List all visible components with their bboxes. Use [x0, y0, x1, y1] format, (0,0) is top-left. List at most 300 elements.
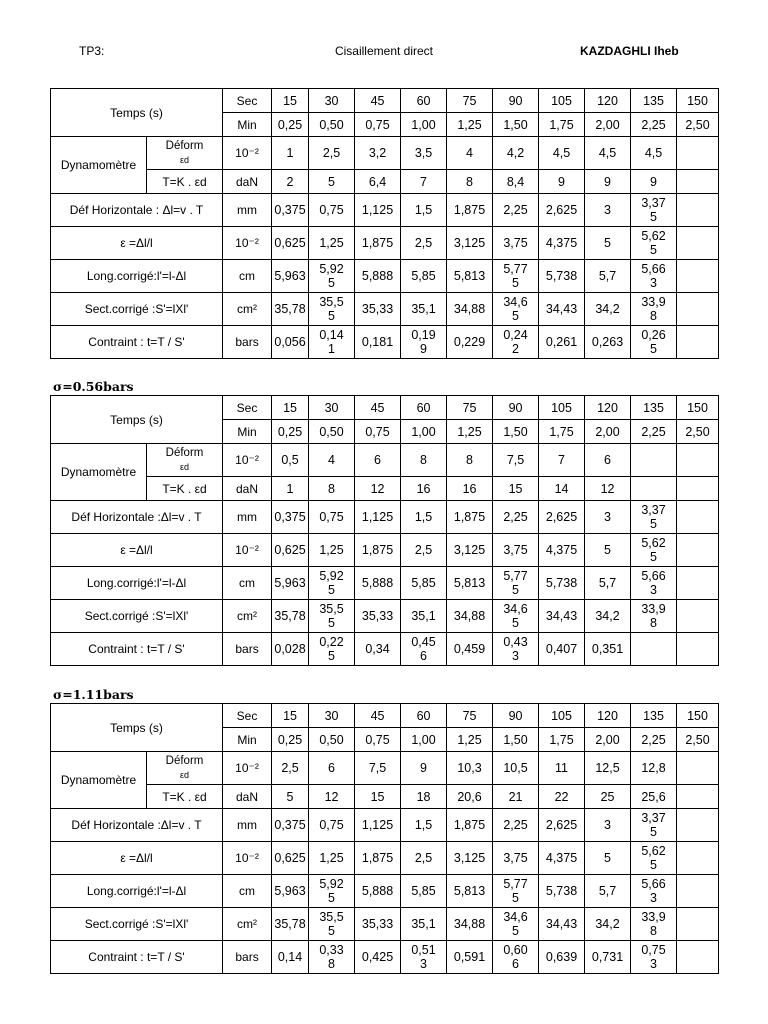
value-cell: 0,375 [272, 194, 309, 227]
value-cell: 4,5 [631, 137, 677, 170]
horizontal-displacement-row [51, 194, 719, 227]
value-line-1: 5,66 [641, 569, 666, 583]
value-cell [677, 785, 719, 809]
value-cell: 1,00 [401, 113, 447, 137]
value-cell: 2,00 [585, 113, 631, 137]
corrected-length-row [51, 875, 719, 908]
value-line-2: 5 [650, 243, 657, 257]
value-cell: 0,459 [447, 633, 493, 666]
strain-row [51, 534, 719, 567]
unit-cell: Min [223, 113, 272, 137]
unit-cell: bars [223, 326, 272, 359]
row-label: Temps (s) [51, 396, 223, 444]
value-line-1: 33,9 [641, 295, 666, 309]
value-cell [631, 444, 677, 477]
value-line-1: 5,62 [641, 229, 666, 243]
value-cell: 2,00 [585, 728, 631, 752]
value-cell [493, 875, 539, 908]
value-cell [309, 293, 355, 326]
value-cell: 105 [539, 396, 585, 420]
unit-cell: Sec [223, 396, 272, 420]
force-row [51, 785, 719, 809]
value-cell: 12 [355, 477, 401, 501]
deformation-symbol: εd [179, 770, 190, 780]
row-label: Dynamomètre [51, 137, 147, 194]
value-cell: 3,2 [355, 137, 401, 170]
value-cell: 120 [585, 396, 631, 420]
value-cell: 1,875 [355, 227, 401, 260]
value-cell: 1,875 [447, 809, 493, 842]
unit-cell: 10⁻² [223, 227, 272, 260]
deformation-sublabel [147, 752, 223, 785]
value-cell: 1,875 [355, 534, 401, 567]
stress-row [51, 941, 719, 974]
value-cell: 15 [272, 396, 309, 420]
value-cell [677, 809, 719, 842]
value-line-2: 3 [650, 583, 657, 597]
value-cell: 105 [539, 89, 585, 113]
horizontal-displacement-row [51, 809, 719, 842]
value-cell: 60 [401, 89, 447, 113]
value-cell [631, 842, 677, 875]
value-cell: 22 [539, 785, 585, 809]
value-cell [631, 908, 677, 941]
value-cell: 5,963 [272, 260, 309, 293]
value-line-1: 0,51 [411, 943, 436, 957]
value-cell: 4,5 [539, 137, 585, 170]
confining-stress-label: σ=0.56bars [53, 379, 134, 394]
value-line-2: 5 [512, 616, 519, 630]
value-cell: 1,125 [355, 194, 401, 227]
deformation-symbol: εd [179, 462, 190, 472]
value-cell [493, 941, 539, 974]
value-cell: 5,963 [272, 875, 309, 908]
value-cell: 60 [401, 396, 447, 420]
value-line-1: 33,9 [641, 910, 666, 924]
value-cell: 45 [355, 396, 401, 420]
unit-cell: cm² [223, 293, 272, 326]
value-line-2: 5 [512, 891, 519, 905]
value-cell: 5,7 [585, 260, 631, 293]
unit-cell: mm [223, 501, 272, 534]
value-cell [309, 908, 355, 941]
value-cell: 2 [272, 170, 309, 194]
value-cell [677, 444, 719, 477]
value-cell: 2,25 [631, 728, 677, 752]
value-cell: 45 [355, 704, 401, 728]
value-cell: 4,375 [539, 534, 585, 567]
value-cell: 0,229 [447, 326, 493, 359]
value-cell: 16 [401, 477, 447, 501]
value-cell: 2,50 [677, 420, 719, 444]
value-cell: 150 [677, 704, 719, 728]
value-cell: 35,1 [401, 293, 447, 326]
value-cell: 5,963 [272, 567, 309, 600]
value-cell: 135 [631, 396, 677, 420]
value-cell: 8 [447, 444, 493, 477]
value-cell: 34,2 [585, 293, 631, 326]
corrected-section-row [51, 600, 719, 633]
value-cell: 1,875 [355, 842, 401, 875]
value-cell [309, 326, 355, 359]
value-line-2: 5 [328, 276, 335, 290]
value-line-2: 5 [650, 517, 657, 531]
value-cell [493, 600, 539, 633]
value-cell: 8,4 [493, 170, 539, 194]
value-cell: 105 [539, 704, 585, 728]
value-cell: 0,591 [447, 941, 493, 974]
value-cell: 5,813 [447, 260, 493, 293]
value-cell: 6 [585, 444, 631, 477]
value-cell: 2,25 [631, 420, 677, 444]
value-cell: 15 [355, 785, 401, 809]
value-cell: 1,25 [309, 227, 355, 260]
value-cell: 5,888 [355, 260, 401, 293]
deformation-row [51, 137, 719, 170]
value-cell: 2,25 [493, 194, 539, 227]
horizontal-displacement-row [51, 501, 719, 534]
strain-row [51, 842, 719, 875]
value-cell: 12,5 [585, 752, 631, 785]
value-cell [309, 260, 355, 293]
value-cell: 14 [539, 477, 585, 501]
value-line-1: 5,77 [503, 262, 528, 276]
value-cell: 3,125 [447, 534, 493, 567]
value-cell: 16 [447, 477, 493, 501]
value-line-1: 0,75 [641, 943, 666, 957]
value-cell: 1,25 [309, 842, 355, 875]
value-line-1: 34,6 [503, 602, 528, 616]
row-label: Contraint : t=T / S' [51, 941, 223, 974]
value-cell: 30 [309, 704, 355, 728]
value-cell: 4 [447, 137, 493, 170]
value-cell: 1,5 [401, 501, 447, 534]
row-label: Dynamomètre [51, 752, 147, 809]
value-cell: 2,625 [539, 501, 585, 534]
value-line-1: 5,66 [641, 877, 666, 891]
unit-cell: 10⁻² [223, 137, 272, 170]
unit-cell: daN [223, 170, 272, 194]
value-cell: 15 [272, 704, 309, 728]
value-cell: 35,33 [355, 908, 401, 941]
deformation-sublabel [147, 137, 223, 170]
value-cell: 0,14 [272, 941, 309, 974]
value-cell: 2,625 [539, 809, 585, 842]
unit-cell: 10⁻² [223, 534, 272, 567]
value-cell: 2,5 [401, 842, 447, 875]
value-cell [677, 908, 719, 941]
value-cell: 35,33 [355, 293, 401, 326]
value-cell: 3 [585, 194, 631, 227]
unit-cell: cm [223, 875, 272, 908]
value-line-2: 5 [650, 858, 657, 872]
unit-cell: bars [223, 941, 272, 974]
value-cell: 5,813 [447, 567, 493, 600]
value-cell: 5,738 [539, 567, 585, 600]
value-line-2: 3 [650, 891, 657, 905]
value-cell: 9 [585, 170, 631, 194]
value-cell: 135 [631, 89, 677, 113]
value-line-2: 5 [328, 891, 335, 905]
value-cell: 5,738 [539, 875, 585, 908]
value-cell: 35,33 [355, 600, 401, 633]
value-line-1: 33,9 [641, 602, 666, 616]
unit-cell: Min [223, 420, 272, 444]
strain-row [51, 227, 719, 260]
value-cell: 2,5 [401, 534, 447, 567]
value-cell: 35,78 [272, 908, 309, 941]
value-cell: 90 [493, 89, 539, 113]
author-name: KAZDAGHLI Iheb [580, 44, 679, 58]
value-cell [631, 194, 677, 227]
shear-test-table [50, 88, 719, 359]
value-line-1: 0,43 [503, 635, 528, 649]
value-line-2: 5 [328, 649, 335, 663]
value-cell: 2,5 [309, 137, 355, 170]
force-sublabel: T=K . εd [147, 785, 223, 809]
value-cell [401, 941, 447, 974]
corrected-section-row [51, 293, 719, 326]
value-cell: 5,888 [355, 875, 401, 908]
value-cell: 0,181 [355, 326, 401, 359]
row-label: Sect.corrigé :S'=lXl' [51, 293, 223, 326]
value-line-1: 0,14 [319, 328, 344, 342]
value-cell [677, 567, 719, 600]
unit-cell: cm [223, 260, 272, 293]
value-line-2: 3 [650, 957, 657, 971]
deformation-label: Déform [165, 755, 204, 767]
value-cell: 0,75 [309, 809, 355, 842]
value-line-1: 0,19 [411, 328, 436, 342]
value-line-2: 5 [328, 616, 335, 630]
value-cell: 35,1 [401, 600, 447, 633]
value-cell: 1,875 [447, 501, 493, 534]
value-cell: 0,375 [272, 501, 309, 534]
value-cell: 4,375 [539, 227, 585, 260]
value-cell [309, 941, 355, 974]
value-line-1: 5,62 [641, 844, 666, 858]
value-cell: 0,75 [355, 113, 401, 137]
value-cell: 1 [272, 477, 309, 501]
value-cell: 25 [585, 785, 631, 809]
value-cell [677, 842, 719, 875]
value-cell: 15 [493, 477, 539, 501]
unit-cell: mm [223, 809, 272, 842]
value-cell [493, 260, 539, 293]
value-cell: 3,125 [447, 227, 493, 260]
value-cell [631, 600, 677, 633]
value-cell [631, 227, 677, 260]
value-cell: 3 [585, 501, 631, 534]
value-cell: 12 [585, 477, 631, 501]
value-cell: 1,875 [447, 194, 493, 227]
value-cell: 3,125 [447, 842, 493, 875]
value-cell [309, 875, 355, 908]
value-cell: 2,5 [272, 752, 309, 785]
value-cell [631, 875, 677, 908]
deformation-symbol: εd [179, 155, 190, 165]
value-cell: 2,00 [585, 420, 631, 444]
value-line-2: 5 [512, 583, 519, 597]
value-cell: 0,75 [309, 194, 355, 227]
value-cell: 7 [539, 444, 585, 477]
value-cell [493, 293, 539, 326]
value-cell [631, 260, 677, 293]
value-cell: 0,75 [355, 420, 401, 444]
value-cell: 1,50 [493, 420, 539, 444]
row-label: Long.corrigé:l'=l-Δl [51, 260, 223, 293]
value-cell: 35,78 [272, 293, 309, 326]
value-line-2: 5 [328, 583, 335, 597]
value-cell: 9 [631, 170, 677, 194]
force-sublabel: T=K . εd [147, 170, 223, 194]
value-cell: 20,6 [447, 785, 493, 809]
stress-row [51, 326, 719, 359]
value-line-1: 34,6 [503, 295, 528, 309]
value-cell: 4 [309, 444, 355, 477]
unit-cell: daN [223, 477, 272, 501]
value-cell: 0,351 [585, 633, 631, 666]
corrected-length-row [51, 260, 719, 293]
value-cell: 0,731 [585, 941, 631, 974]
value-line-1: 5,92 [319, 262, 344, 276]
shear-test-table [50, 703, 719, 974]
value-line-2: 9 [420, 342, 427, 356]
value-cell: 6,4 [355, 170, 401, 194]
value-cell [493, 633, 539, 666]
value-cell [677, 875, 719, 908]
value-line-1: 35,5 [319, 295, 344, 309]
value-line-1: 0,45 [411, 635, 436, 649]
value-line-1: 3,37 [641, 503, 666, 517]
value-cell: 0,50 [309, 113, 355, 137]
value-cell: 0,625 [272, 534, 309, 567]
value-line-2: 5 [512, 924, 519, 938]
value-cell: 8 [309, 477, 355, 501]
value-cell: 0,056 [272, 326, 309, 359]
value-cell [677, 501, 719, 534]
value-line-2: 5 [650, 550, 657, 564]
value-cell [309, 600, 355, 633]
confining-stress-label: σ=1.11bars [53, 687, 134, 702]
value-cell: 0,028 [272, 633, 309, 666]
value-cell [493, 908, 539, 941]
unit-cell: Sec [223, 704, 272, 728]
value-cell: 10,3 [447, 752, 493, 785]
value-cell: 3 [585, 809, 631, 842]
row-label: Déf Horizontale :Δl=v . T [51, 501, 223, 534]
value-cell: 1,00 [401, 728, 447, 752]
value-line-1: 5,62 [641, 536, 666, 550]
value-cell: 12,8 [631, 752, 677, 785]
value-cell: 0,25 [272, 728, 309, 752]
stress-row [51, 633, 719, 666]
value-cell: 3,75 [493, 842, 539, 875]
row-label: Temps (s) [51, 704, 223, 752]
value-cell: 1,125 [355, 501, 401, 534]
value-cell: 5,85 [401, 875, 447, 908]
value-cell [677, 137, 719, 170]
value-line-1: 5,92 [319, 877, 344, 891]
value-cell: 18 [401, 785, 447, 809]
value-cell: 30 [309, 396, 355, 420]
value-cell: 1,00 [401, 420, 447, 444]
value-cell: 0,263 [585, 326, 631, 359]
value-cell: 34,88 [447, 600, 493, 633]
row-label: Déf Horizontale :Δl=v . T [51, 809, 223, 842]
value-cell: 5,7 [585, 875, 631, 908]
value-cell [631, 941, 677, 974]
row-label: Dynamomètre [51, 444, 147, 501]
value-cell: 4,5 [585, 137, 631, 170]
value-cell [631, 326, 677, 359]
lab-number: TP3: [79, 44, 105, 58]
value-cell: 9 [539, 170, 585, 194]
value-line-2: 8 [650, 309, 657, 323]
value-cell [401, 326, 447, 359]
value-cell [677, 534, 719, 567]
value-cell: 90 [493, 396, 539, 420]
value-line-1: 5,92 [319, 569, 344, 583]
value-cell [677, 941, 719, 974]
document-title: Cisaillement direct [334, 44, 434, 58]
value-cell [631, 477, 677, 501]
value-cell: 34,43 [539, 293, 585, 326]
value-cell: 1,25 [447, 113, 493, 137]
value-line-2: 5 [650, 825, 657, 839]
unit-cell: 10⁻² [223, 444, 272, 477]
force-row [51, 477, 719, 501]
value-cell [677, 477, 719, 501]
value-cell: 1,75 [539, 728, 585, 752]
value-cell: 34,43 [539, 908, 585, 941]
value-cell [677, 260, 719, 293]
value-cell: 0,50 [309, 420, 355, 444]
value-cell: 35,78 [272, 600, 309, 633]
value-line-2: 5 [328, 309, 335, 323]
value-cell: 90 [493, 704, 539, 728]
value-cell: 8 [401, 444, 447, 477]
row-label: ε =Δl/l [51, 227, 223, 260]
time-seconds-row [51, 704, 719, 728]
unit-cell: 10⁻² [223, 752, 272, 785]
value-cell: 0,425 [355, 941, 401, 974]
value-cell: 45 [355, 89, 401, 113]
value-cell [677, 170, 719, 194]
deformation-row [51, 752, 719, 785]
value-cell: 0,639 [539, 941, 585, 974]
value-cell: 0,34 [355, 633, 401, 666]
deformation-label: Déform [165, 447, 204, 459]
value-cell: 34,88 [447, 293, 493, 326]
value-line-1: 35,5 [319, 602, 344, 616]
value-line-2: 6 [420, 649, 427, 663]
value-cell: 6 [309, 752, 355, 785]
value-cell [631, 534, 677, 567]
value-cell [493, 567, 539, 600]
value-cell: 150 [677, 396, 719, 420]
row-label: Long.corrigé:l'=l-Δl [51, 567, 223, 600]
value-cell: 35,1 [401, 908, 447, 941]
value-cell: 1,5 [401, 809, 447, 842]
unit-cell: 10⁻² [223, 842, 272, 875]
value-cell: 34,88 [447, 908, 493, 941]
value-cell: 7 [401, 170, 447, 194]
value-line-2: 6 [512, 957, 519, 971]
value-cell: 0,75 [309, 501, 355, 534]
value-cell: 75 [447, 89, 493, 113]
value-cell: 7,5 [355, 752, 401, 785]
